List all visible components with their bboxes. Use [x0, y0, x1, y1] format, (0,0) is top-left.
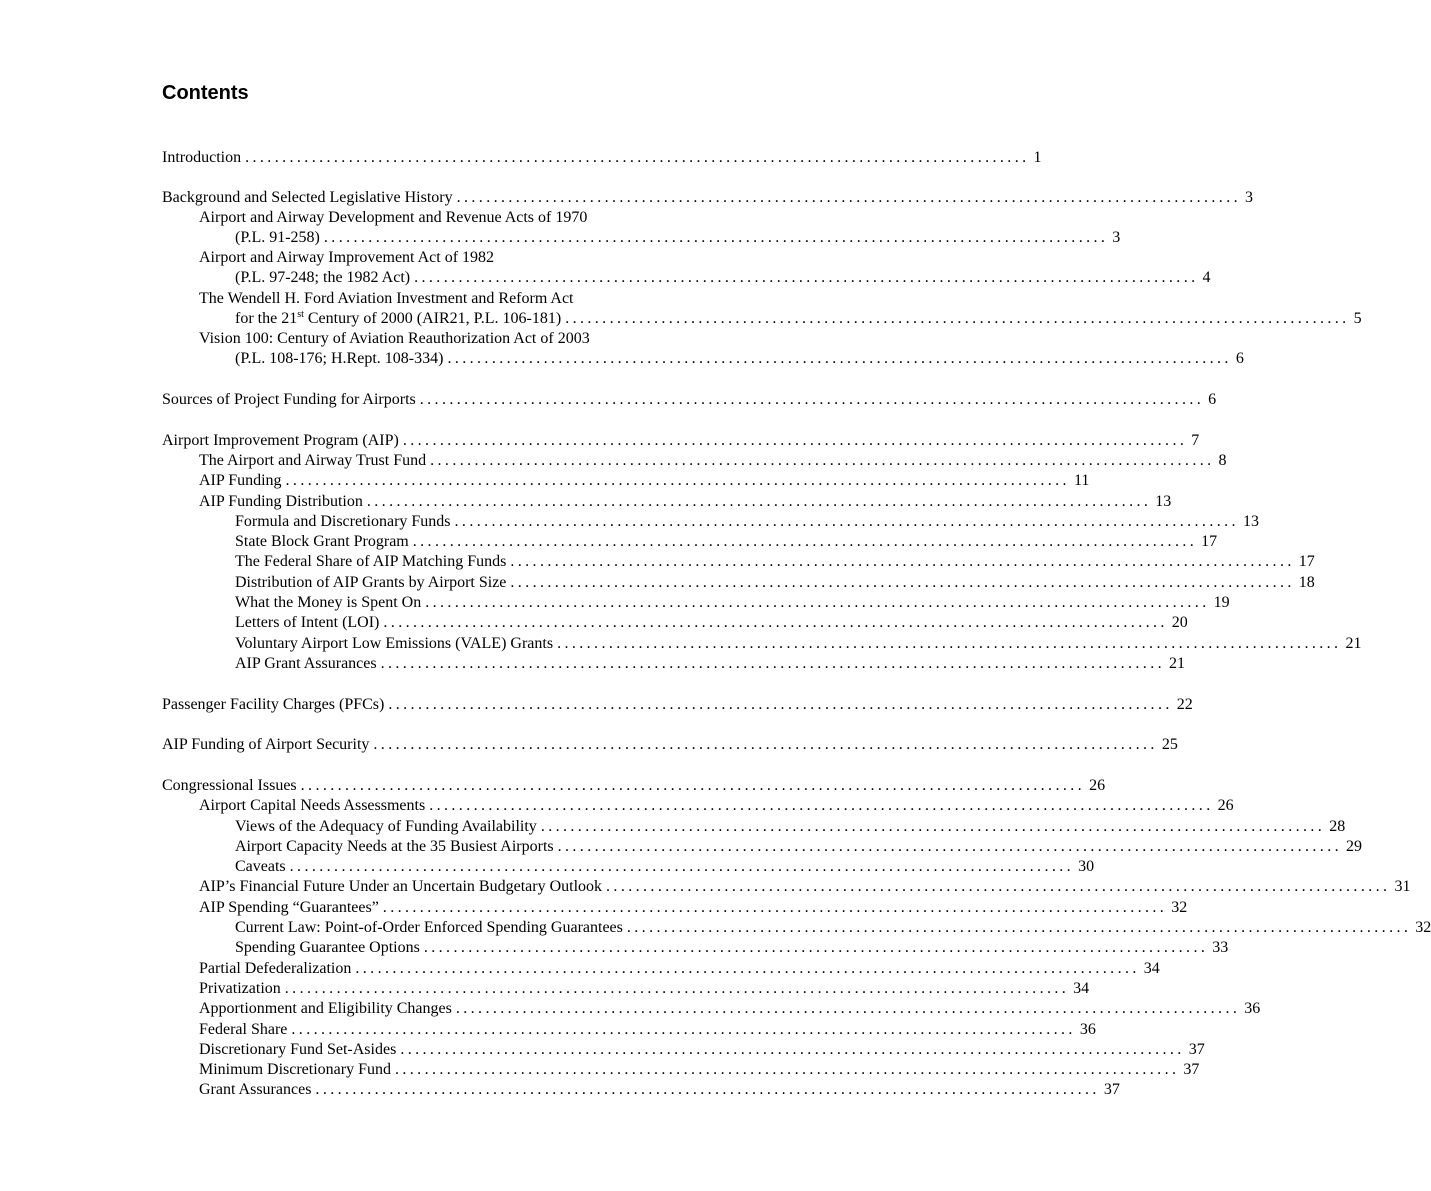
toc-page-number: 4	[1202, 269, 1211, 286]
dot-leader: ..........................................................................................................	[454, 513, 1239, 530]
toc-entry	[235, 552, 1315, 572]
toc-page-number: 17	[1298, 553, 1315, 570]
toc-entry-title: AIP Grant Assurances	[235, 655, 377, 672]
dot-leader: ..........................................................................................................	[380, 655, 1166, 672]
dot-leader: ..........................................................................................................	[430, 452, 1215, 469]
dot-leader: ..........................................................................................................	[394, 1061, 1180, 1078]
toc-entry-title: Letters of Intent (LOI)	[235, 614, 380, 631]
toc-page-number: 32	[1415, 919, 1431, 936]
toc-entry	[199, 898, 1188, 918]
dot-leader: ..........................................................................................................	[429, 797, 1214, 814]
toc-entry	[199, 999, 1261, 1019]
toc-entry	[235, 817, 1346, 837]
dot-leader: ..........................................................................................................	[289, 858, 1075, 875]
toc-entry-title-line1: Vision 100: Century of Aviation Reauthorization Act of 2003	[199, 330, 590, 347]
dot-leader: ..........................................................................................................	[455, 1000, 1241, 1017]
toc-page-number: 33	[1212, 939, 1229, 956]
toc-entry	[162, 188, 1253, 208]
toc-entry-title: AIP Funding Distribution	[199, 493, 363, 510]
toc-entry	[235, 857, 1095, 877]
toc-entry-title: Partial Defederalization	[199, 960, 352, 977]
toc-entry-title: Formula and Discretionary Funds	[235, 513, 451, 530]
toc-page-number: 37	[1103, 1081, 1120, 1098]
dot-leader: ..........................................................................................................	[414, 269, 1199, 286]
toc-entry-title-line1: Airport and Airway Improvement Act of 1982	[199, 249, 495, 266]
toc-entry-title: (P.L. 91-258)	[235, 229, 320, 246]
toc-entry-title: (P.L. 97-248; the 1982 Act)	[235, 269, 411, 286]
dot-leader: ..........................................................................................................	[419, 391, 1205, 408]
toc-page-number: 19	[1213, 594, 1230, 611]
toc-page-number: 21	[1169, 655, 1186, 672]
dot-leader: ..........................................................................................................	[447, 350, 1232, 367]
toc-entry	[235, 512, 1259, 532]
dot-leader: ..........................................................................................................	[388, 696, 1173, 713]
toc-entry-title: Background and Selected Legislative History	[162, 189, 453, 206]
dot-leader: ..........................................................................................................	[400, 1041, 1185, 1058]
toc-entry	[162, 390, 1217, 410]
toc-page-number: 6	[1235, 350, 1244, 367]
toc-entry	[235, 918, 1431, 938]
toc-entry-title: Discretionary Fund Set-Asides	[199, 1041, 397, 1058]
dot-leader: ..........................................................................................................	[423, 939, 1209, 956]
toc-entry-title-part: for the 21	[235, 310, 298, 327]
toc-page-number: 8	[1218, 452, 1227, 469]
toc-page-number: 13	[1242, 513, 1259, 530]
dot-leader: ..........................................................................................................	[284, 980, 1070, 997]
toc-entry	[235, 349, 1244, 369]
toc-page-number: 3	[1245, 189, 1253, 206]
dot-leader: ..........................................................................................................	[402, 432, 1188, 449]
toc-entry	[162, 431, 1200, 451]
toc-entry	[235, 654, 1186, 674]
toc-entry	[199, 877, 1411, 897]
toc-page-number: 36	[1244, 1000, 1261, 1017]
toc-page-number: 28	[1329, 818, 1346, 835]
dot-leader: ..........................................................................................................	[412, 533, 1198, 550]
toc-entry-title-line1: The Wendell H. Ford Aviation Investment and Reform Act	[199, 290, 574, 307]
dot-leader: ..........................................................................................................	[510, 553, 1295, 570]
toc-entry-title: The Federal Share of AIP Matching Funds	[235, 553, 507, 570]
toc-entry-title: What the Money is Spent On	[235, 594, 422, 611]
dot-leader: ..........................................................................................................	[456, 189, 1241, 206]
toc-entry-title: Current Law: Point-of-Order Enforced Spending Guarantees	[235, 919, 623, 936]
toc-entry-title: Congressional Issues	[162, 777, 297, 794]
toc-page-number: 3	[1112, 229, 1121, 246]
toc-entry-title	[235, 309, 561, 329]
dot-leader: ..........................................................................................................	[323, 229, 1109, 246]
toc-page-number: 17	[1201, 533, 1218, 550]
dot-leader: ..........................................................................................................	[565, 310, 1350, 327]
toc-page-number: 36	[1079, 1021, 1096, 1038]
toc-entry	[235, 228, 1121, 248]
toc-entry	[235, 634, 1362, 654]
toc-page-number: 32	[1171, 899, 1188, 916]
toc-entry-title: Spending Guarantee Options	[235, 939, 420, 956]
dot-leader: ..........................................................................................................	[285, 472, 1070, 489]
toc-entry-title: Airport Improvement Program (AIP)	[162, 432, 399, 449]
toc-page-number: 26	[1089, 777, 1106, 794]
dot-leader: ..........................................................................................................	[245, 149, 1030, 166]
toc-entry	[199, 1020, 1096, 1040]
toc-entry-title: Introduction	[162, 149, 242, 166]
toc-entry	[199, 1080, 1120, 1100]
dot-leader: ..........................................................................................................	[626, 919, 1412, 936]
toc-entry-title: Grant Assurances	[199, 1081, 312, 1098]
toc-page-number: 20	[1171, 614, 1188, 631]
toc-entry	[162, 735, 1178, 755]
toc-entry	[199, 796, 1234, 816]
toc-entry-title: Voluntary Airport Low Emissions (VALE) Grants	[235, 635, 554, 652]
toc-entry-title: Apportionment and Eligibility Changes	[199, 1000, 452, 1017]
toc-entry	[199, 1060, 1200, 1080]
toc-page-number: 37	[1183, 1061, 1200, 1078]
toc-entry-title: State Block Grant Program	[235, 533, 409, 550]
toc-entry	[162, 776, 1106, 796]
toc-entry	[235, 837, 1363, 857]
toc-page-number: 21	[1345, 635, 1362, 652]
toc-entry-title: (P.L. 108-176; H.Rept. 108-334)	[235, 350, 444, 367]
toc-entry-title: AIP’s Financial Future Under an Uncertain Budgetary Outlook	[199, 878, 603, 895]
toc-page-number: 6	[1208, 391, 1217, 408]
toc-page-number: 7	[1191, 432, 1200, 449]
toc-entry-title-part: Century of 2000 (AIR21, P.L. 106-181)	[303, 310, 562, 327]
toc-entry-title: Passenger Facility Charges (PFCs)	[162, 696, 385, 713]
dot-leader: ..........................................................................................................	[315, 1081, 1100, 1098]
dot-leader: ..........................................................................................................	[540, 818, 1326, 835]
toc-page-number: 34	[1073, 980, 1090, 997]
toc-page-number: 1	[1033, 149, 1042, 166]
toc-entry-title: AIP Funding of Airport Security	[162, 736, 370, 753]
toc-page-number: 25	[1161, 736, 1178, 753]
dot-leader: ..........................................................................................................	[557, 635, 1342, 652]
toc-entry	[199, 451, 1227, 471]
toc-page-number: 11	[1073, 472, 1090, 489]
dot-leader: ..........................................................................................................	[366, 493, 1152, 510]
toc-entry-title: Airport Capacity Needs at the 35 Busiest Airports	[235, 838, 554, 855]
toc-entry-title: The Airport and Airway Trust Fund	[199, 452, 427, 469]
toc-entry	[235, 573, 1315, 593]
dot-leader: ..........................................................................................................	[606, 878, 1391, 895]
toc-entry-title: Sources of Project Funding for Airports	[162, 391, 416, 408]
toc-entry-title: Views of the Adequacy of Funding Availability	[235, 818, 537, 835]
toc-page-number: 26	[1217, 797, 1234, 814]
toc-page-number: 13	[1155, 493, 1172, 510]
toc-page-number: 29	[1346, 838, 1363, 855]
toc-entry	[235, 593, 1230, 613]
dot-leader: ..........................................................................................................	[557, 838, 1343, 855]
dot-leader: ..........................................................................................................	[373, 736, 1158, 753]
toc-entry-title-line1: Airport and Airway Development and Revenue Acts of 1970	[199, 209, 588, 226]
toc-page-number: 34	[1143, 960, 1160, 977]
toc-entry	[199, 471, 1090, 491]
toc-page-number: 30	[1078, 858, 1095, 875]
toc-page-number: 18	[1298, 574, 1315, 591]
toc-entry	[235, 309, 1362, 329]
dot-leader: ..........................................................................................................	[382, 899, 1168, 916]
toc-entry-title: AIP Funding	[199, 472, 282, 489]
toc-entry	[199, 492, 1172, 512]
toc-entry-title: Distribution of AIP Grants by Airport Size	[235, 574, 507, 591]
toc-entry-title: AIP Spending “Guarantees”	[199, 899, 379, 916]
toc-entry	[235, 938, 1229, 958]
toc-entry-title: Minimum Discretionary Fund	[199, 1061, 391, 1078]
toc-page-number: 22	[1176, 696, 1193, 713]
page-title: Contents	[162, 82, 249, 104]
toc-page-number: 5	[1353, 310, 1362, 327]
dot-leader: ..........................................................................................................	[355, 960, 1140, 977]
toc-page-number: 31	[1394, 878, 1411, 895]
toc-entry-title: Airport Capital Needs Assessments	[199, 797, 426, 814]
toc-entry	[199, 1040, 1205, 1060]
toc-entry-title: Federal Share	[199, 1021, 288, 1038]
dot-leader: ..........................................................................................................	[510, 574, 1295, 591]
toc-entry-title: Caveats	[235, 858, 286, 875]
dot-leader: ..........................................................................................................	[425, 594, 1210, 611]
dot-leader: ..........................................................................................................	[291, 1021, 1076, 1038]
toc-entry	[162, 148, 1042, 168]
toc-entry-title: Privatization	[199, 980, 281, 997]
toc-entry	[235, 613, 1188, 633]
toc-entry	[199, 979, 1090, 999]
dot-leader: ..........................................................................................................	[300, 777, 1086, 794]
toc-entry	[199, 959, 1160, 979]
ordinal-suffix: st	[297, 309, 304, 320]
toc-page-number: 37	[1188, 1041, 1205, 1058]
dot-leader: ..........................................................................................................	[383, 614, 1168, 631]
toc-entry	[235, 532, 1218, 552]
toc-entry	[235, 268, 1211, 288]
toc-entry	[162, 695, 1193, 715]
